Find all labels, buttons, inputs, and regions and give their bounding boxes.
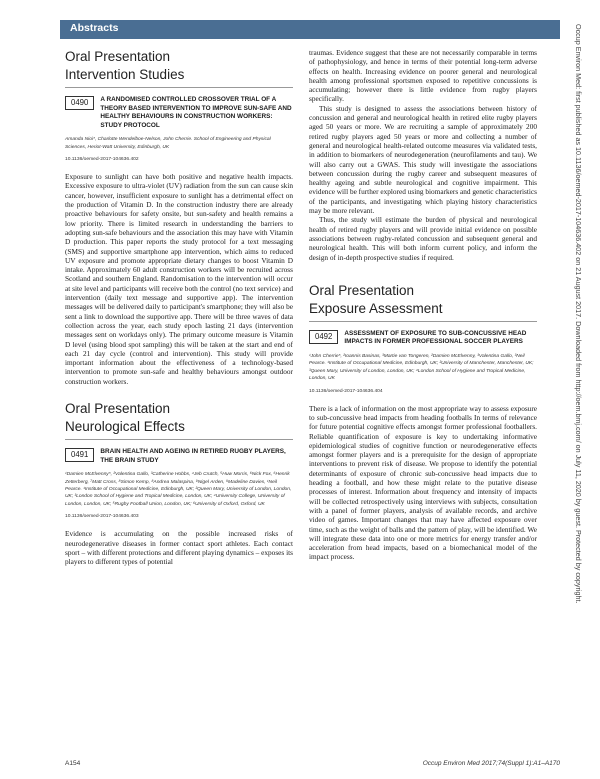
left-column [65,48,293,566]
abstract-doi[interactable]: 10.1136/oemed-2017-104636.402 [65,157,139,163]
abstract-body [65,172,293,386]
abstract-authors: Amanda Nioi*, Charlotte Wendelboe-Nelson, John Cherrie. School of Engineering and Physical Sciences, Heriot-Watt University, Edinburgh, UK [65,137,271,150]
banner-title: Abstracts [70,22,119,34]
section-subheading-exposure: Exposure Assessment [309,300,537,322]
abstract-paragraph: traumas. Evidence suggest that these are not necessarily comparable in terms of pathophysiology, and hence in terms of their potential long-term adverse effects on health. Increasing evidence on poorer general and neurological health among professional sportsmen exposed to repetitive concussions is accumulating; however there is little evidence from rugby players specifically. [309,48,537,104]
abstract-authors: ¹Damien McElvenny*, ²Valentina Gallo, ³Catherine Hobbs, ⁴Jeb Crutch, ⁵Huw Morris, ⁶Nick Fox, ⁶Henrik Zetterberg, ⁷Matt Cross, ⁸Simon Kemp, ⁸Andrea Malaspina, ⁹Nigel Arden, ⁹Madeline Davies, ¹Neil Pearce. ¹Institute of Occupational Medicine, Edinburgh, UK; ²Queen Mary, University of London, London, UK; ³London School of Hygiene and Tropical Medicine, London, UK; ⁴University College, University of London, London, UK; ⁵Rugby Football Union, London, UK; ⁶University of Oxford, Oxford, UK [65,472,292,507]
section-subheading-neurological: Neurological Effects [65,418,293,440]
abstract-number: 0491 [65,448,94,462]
abstract-body [309,404,537,562]
sidebar-text: Occup Environ Med: first published as 10.1136/oemed-2017-104636.402 on 21 August 2017. Downloaded from http://oem.bmj.com/ on July 11, 2020 by guest. Protected by copyright. [574,24,583,604]
abstract-header-0492 [309,330,537,347]
section-heading-exposure: Oral Presentation [309,282,415,298]
abstract-title: ASSESSMENT OF EXPOSURE TO SUB-CONCUSSIVE HEAD IMPACTS IN FORMER PROFESSIONAL SOCCER PLAYERS [344,329,527,346]
abstract-paragraph: Thus, the study will estimate the burden of physical and neurological health of retired rugby players and will provide initial evidence on possible associations between rugby-related concussion and subsequent general and neurological health. This will both inform current policy, and inform the design of in-depth prospective studies if required. [309,215,537,262]
abstract-body-continued [309,48,537,262]
abstract-paragraph: This study is designed to assess the associations between history of concussion and general and neurological health in retired elite rugby players aged 50 years or more. We are recruiting a sample of approximately 200 retired rugby players aged 50 years or more and collecting a number of general and neurological health-related outcome measures via validated tests, in addition to biomarkers of neurodegeneration (neurofilaments and tau). We will also carry out a GWAS. This study will investigate the associations between concussion during the rugby career and subsequent measures of healthy ageing and subtle neurological and cognitive impairment. This evidence will be further explored using biomarkers and genetic characteristics of the participants, and investigating which playing history characteristics may be more relevant. [309,103,537,216]
abstract-paragraph: There is a lack of information on the most appropriate way to assess exposure to sub-concussive head impacts from heading footballs In terms of relevance for future potential cognitive effects amongst former professional footballers. Reliable quantification of exposure is key to undertaking informative epidemiological studies of cognitive function or neurodegenerative effects amongst former players and is a prerequisite for the design of appropriate interventions to prevent risk of disease. We propose to identify the potential determinants of exposure of chronic sub-concussive head impacts due to heading a football, and how these might relate to the putative disease processes of interest. Information about frequency and intensity of impacts will be collected retrospectively using interviews with subjects, consultation with a panel of former players, analysis of available records, and archive video of games. Important changes that may have affected exposure over time, such as the weight of balls and the pattern of play, will be identified. We will integrate these data into one or more metrics for energy transfer and/or acceleration from head impacts, based on a biomechanical model of the impact process. [309,403,537,562]
abstract-number: 0490 [65,96,94,110]
section-heading-neurological: Oral Presentation [65,401,171,417]
abstract-paragraph: Exposure to sunlight can have both positive and negative health impacts. Excessive exposure to ultra-violet (UV) radiation from the sun can cause skin cancer, however, insufficient exposure to sunlight has a detrimental effect on the production of Vitamin D. In the construction industry there are already proactive behaviours for safety onsite, but sun-safety and health remains a low priority. There is limited research in understanding the barriers to adopting sun-safe behaviours and the association this may have with Vitamin D production. This paper reports the study protocol for a text messaging (SMS) and supportive smartphone app intervention, which aims to reduced UV exposure and promote appropriate dietary changes to boost Vitamin D intake. Approximately 60 adult construction workers will be recruited across Scotland and southern England. Randomisation to the intervention will occur at site level and participants will receive both the control (no text service) and intervention (daily text message and supportive app). The intervention messages will be delivered daily to participant's smartphone; they will also be sent a link to download the supportive app. There will be three waves of data collection across the year, each study epoch lasting 21 days (intervention messages sent on workdays only). The primary outcome measure is Vitamin D level (using blood spot sampling) this will be taken at the start and end of each 21 day cycle (control and intervention). This study will provide important information about the effectiveness of a technology-based intervention to promote sun-safe and healthy behaviours amongst outdoor construction workers. [65,172,293,386]
abstract-doi[interactable]: 10.1136/oemed-2017-104636.403 [65,514,139,520]
abstract-doi[interactable]: 10.1136/oemed-2017-104636.404 [309,388,383,394]
abstract-title: BRAIN HEALTH AND AGEING IN RETIRED RUGBY PLAYERS, THE BRAIN STUDY [100,448,286,464]
abstract-body [65,529,293,566]
abstract-title: A RANDOMISED CONTROLLED CROSSOVER TRIAL OF A THEORY BASED INTERVENTION TO IMPROVE SUN-SAFE AND HEALTHY BEHAVIOURS IN CONSTRUCTION WORKERS: STUDY PROTOCOL [100,96,292,129]
section-subheading-intervention: Intervention Studies [65,66,293,88]
abstract-number: 0492 [309,330,338,344]
abstracts-banner [60,20,560,39]
journal-citation: Occup Environ Med 2017;74(Suppl 1):A1–A170 [422,760,560,767]
copyright-sidebar [573,24,583,759]
section-heading-intervention: Oral Presentation [65,49,171,64]
abstract-authors: ¹John Cherrie*, ²Ioannis Basinas, ³Martie van Tongeren, ²Damien McElvenny, ³Valentina Gallo, ³Neil Pearce. ¹Institute of Occupational Medicine, Edinburgh, UK; ²University of Manchester, Manchester, UK; ³Queen Mary, University of London, London, UK; ⁴London School of Hygiene and Tropical Medicine, London, UK [309,354,534,382]
abstract-header-0490 [65,96,293,130]
right-column [309,48,537,562]
page-footer [65,760,560,767]
page-number: A154 [65,760,81,767]
abstract-header-0491 [65,448,293,465]
abstract-paragraph: Evidence is accumulating on the possible increased risks of neurodegenerative diseases in former contact sport athletes. Each contact sport – with different protections and different playing dynamics – exposes its players to different types of potential [65,529,293,567]
